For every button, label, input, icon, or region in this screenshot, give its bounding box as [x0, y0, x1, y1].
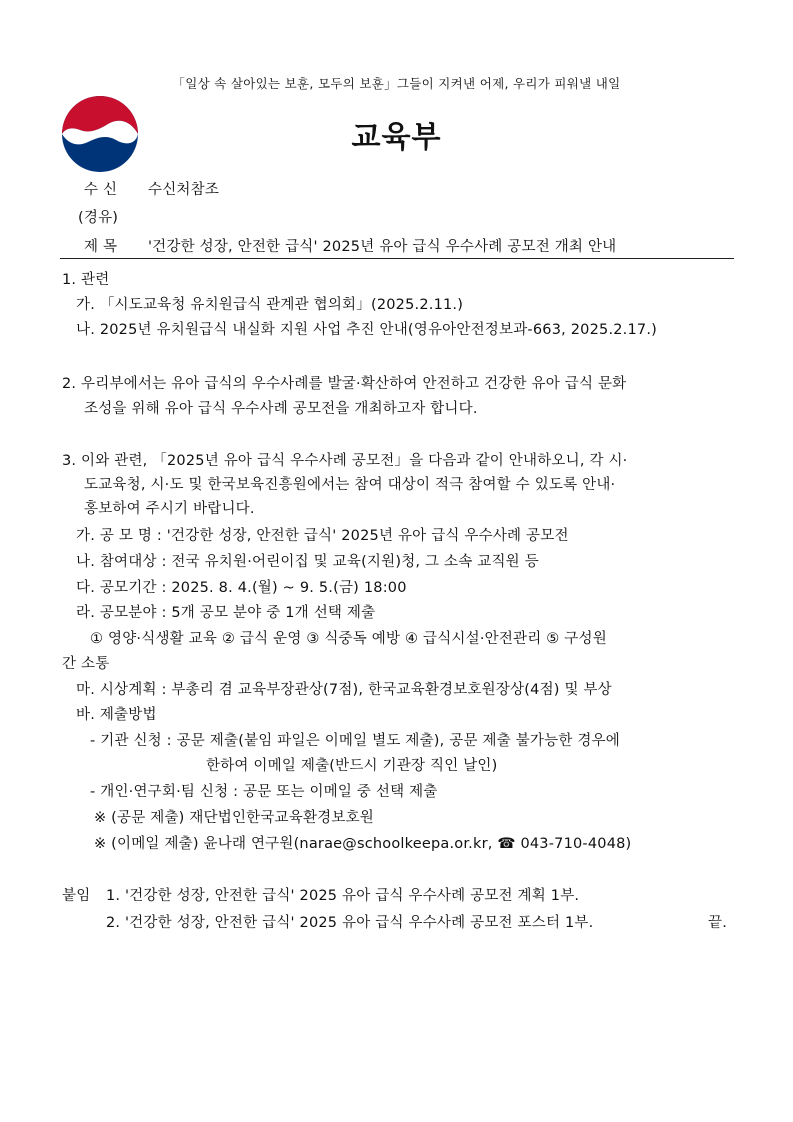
section-3-item-d-list-2: 간 소통 — [62, 656, 110, 672]
section-3-item-d-list-1: ① 영양·식생활 교육 ② 급식 운영 ③ 식중독 예방 ④ 급식시설·안전관리 ⑤ 구성원 — [90, 631, 607, 647]
section-3-item-e: 마. 시상계획 : 부총리 겸 교육부장관상(7점), 한국교육환경보호원장상(4점) 및 부상 — [76, 682, 612, 698]
section-1-title: 1. 관련 — [62, 272, 110, 288]
submission-note-official: ※ (공문 제출) 재단법인한국교육환경보호원 — [94, 810, 375, 826]
section-2-line-2: 조성을 위해 유아 급식 우수사례 공모전을 개최하고자 합니다. — [84, 401, 478, 417]
attachment-item-2: 2. '건강한 성장, 안전한 급식' 2025 유아 급식 우수사례 공모전 포스터 1부. — [106, 915, 594, 931]
submission-institution-line-2: 한하여 이메일 제출(반드시 기관장 직인 날인) — [206, 758, 498, 774]
attachment-item-1: 1. '건강한 성장, 안전한 급식' 2025 유아 급식 우수사례 공모전 계획 1부. — [106, 888, 580, 904]
via-line: (경유) — [78, 210, 119, 226]
end-mark: 끝. — [708, 915, 728, 931]
recipient-value: 수신처참조 — [148, 182, 220, 198]
section-3-line-2: 도교육청, 시·도 및 한국보육진흥원에서는 참여 대상이 적극 참여할 수 있도록 안내· — [84, 477, 616, 493]
recipient-label: 수 신 — [84, 182, 118, 198]
subject-label: 제 목 — [84, 239, 118, 255]
section-3-item-a: 가. 공 모 명 : '건강한 성장, 안전한 급식' 2025년 유아 급식 우수사례 공모전 — [76, 528, 569, 544]
submission-note-email: ※ (이메일 제출) 윤나래 연구원(narae@schoolkeepa.or.kr, ☎ 043-710-4048) — [94, 836, 632, 852]
section-3-line-1: 3. 이와 관련, 「2025년 유아 급식 우수사례 공모전」을 다음과 같이 안내하오니, 각 시· — [62, 453, 628, 469]
slogan: 「일상 속 살아있는 보훈, 모두의 보훈」그들이 지켜낸 어제, 우리가 피워낼 내일 — [172, 76, 621, 91]
organization-name: 교육부 — [351, 120, 442, 155]
attachments-label: 붙임 — [62, 888, 91, 904]
section-3-item-c: 다. 공모기간 : 2025. 8. 4.(월) ~ 9. 5.(금) 18:00 — [76, 580, 407, 596]
header-divider — [60, 258, 734, 259]
submission-individual: - 개인·연구회·팀 신청 : 공문 또는 이메일 중 선택 제출 — [90, 784, 438, 800]
submission-institution-line-1: - 기관 신청 : 공문 제출(붙임 파일은 이메일 별도 제출), 공문 제출 불가능한 경우에 — [90, 733, 620, 749]
section-3-item-b: 나. 참여대상 : 전국 유치원·어린이집 및 교육(지원)청, 그 소속 교직원 등 — [76, 554, 539, 570]
section-3-item-d: 라. 공모분야 : 5개 공모 분야 중 1개 선택 제출 — [76, 605, 376, 621]
section-3-item-f: 바. 제출방법 — [76, 707, 157, 723]
subject-value: '건강한 성장, 안전한 급식' 2025년 유아 급식 우수사례 공모전 개최 안내 — [148, 239, 617, 255]
section-2-line-1: 2. 우리부에서는 유아 급식의 우수사례를 발굴·확산하여 안전하고 건강한 유아 급식 문화 — [62, 376, 627, 392]
section-1-item-a: 가. 「시도교육청 유치원급식 관계관 협의회」(2025.2.11.) — [76, 297, 464, 313]
section-3-line-3: 홍보하여 주시기 바랍니다. — [84, 501, 255, 517]
section-1-item-b: 나. 2025년 유치원급식 내실화 지원 사업 추진 안내(영유아안전정보과-663, 2025.2.17.) — [76, 322, 657, 338]
